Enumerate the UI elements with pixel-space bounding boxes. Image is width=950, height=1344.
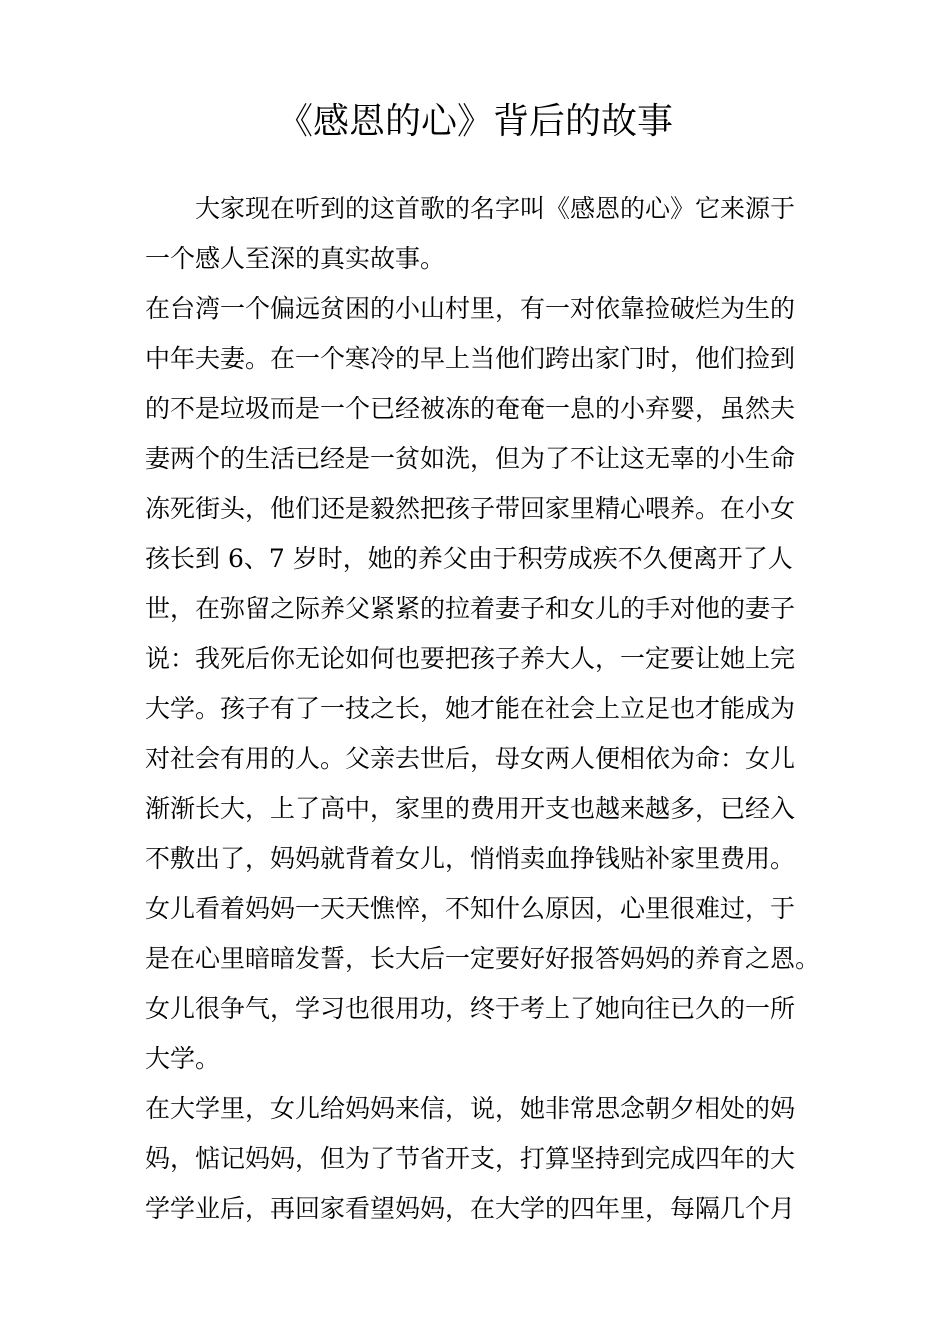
paragraph-line: 渐渐长大，上了高中，家里的费用开支也越来越多，已经入 <box>145 794 796 823</box>
paragraph-line: 对社会有用的人。父亲去世后，母女两人便相依为命：女儿 <box>145 744 796 773</box>
document-body <box>145 184 825 1234</box>
paragraph-line: 孩长到 6、7 岁时，她的养父由于积劳成疾不久便离开了人 <box>145 544 793 573</box>
paragraph-line: 学学业后，再回家看望妈妈，在大学的四年里，每隔几个月 <box>145 1194 796 1223</box>
paragraph-line: 在台湾一个偏远贫困的小山村里，有一对依靠捡破烂为生的 <box>145 294 796 323</box>
paragraph-line: 一个感人至深的真实故事。 <box>145 244 446 273</box>
paragraph-line: 在大学里，女儿给妈妈来信，说，她非常思念朝夕相处的妈 <box>145 1094 796 1123</box>
paragraph-line: 中年夫妻。在一个寒冷的早上当他们跨出家门时，他们捡到 <box>145 344 796 373</box>
paragraph-line: 说：我死后你无论如何也要把孩子养大人，一定要让她上完 <box>145 644 796 673</box>
document-title: 《感恩的心》背后的故事 <box>276 101 673 142</box>
paragraph-line: 是在心里暗暗发誓，长大后一定要好好报答妈妈的养育之恩。 <box>145 944 821 973</box>
paragraph-line: 女儿很争气，学习也很用功，终于考上了她向往已久的一所 <box>145 994 796 1023</box>
paragraph-line: 大学。孩子有了一技之长，她才能在社会上立足也才能成为 <box>145 694 796 723</box>
paragraph-line: 大学。 <box>145 1044 221 1073</box>
paragraph-line: 妻两个的生活已经是一贫如洗，但为了不让这无辜的小生命 <box>145 444 796 473</box>
paragraph-line: 大家现在听到的这首歌的名字叫《感恩的心》它来源于 <box>195 194 796 223</box>
paragraph-line: 女儿看着妈妈一天天憔悴，不知什么原因，心里很难过，于 <box>145 894 796 923</box>
paragraph-line: 世，在弥留之际养父紧紧的拉着妻子和女儿的手对他的妻子 <box>145 594 796 623</box>
paragraph-line: 冻死街头，他们还是毅然把孩子带回家里精心喂养。在小女 <box>145 494 796 523</box>
paragraph-line: 的不是垃圾而是一个已经被冻的奄奄一息的小弃婴，虽然夫 <box>145 394 796 423</box>
paragraph-line: 不敷出了，妈妈就背着女儿，悄悄卖血挣钱贴补家里费用。 <box>145 844 796 873</box>
paragraph-line: 妈，惦记妈妈，但为了节省开支，打算坚持到完成四年的大 <box>145 1144 796 1173</box>
